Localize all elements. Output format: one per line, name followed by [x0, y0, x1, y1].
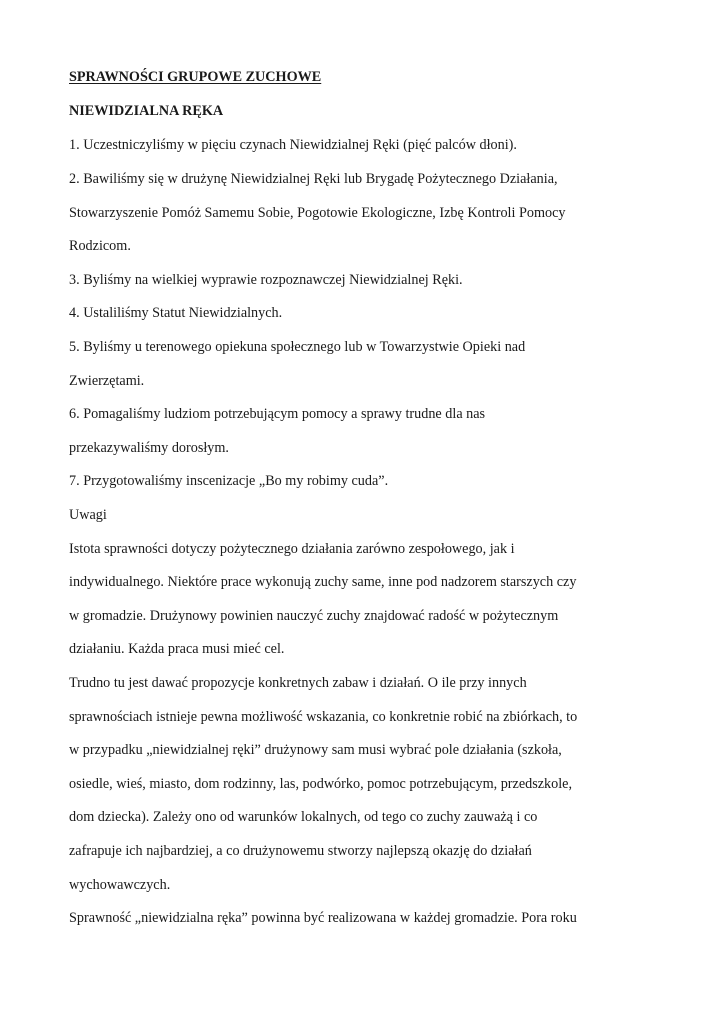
text-line: 7. Przygotowaliśmy inscenizacje „Bo my robimy cuda”. — [69, 473, 389, 489]
text-line: Stowarzyszenie Pomóż Samemu Sobie, Pogotowie Ekologiczne, Izbę Kontroli Pomocy — [69, 205, 566, 221]
section-heading: NIEWIDZIALNA RĘKA — [69, 103, 224, 119]
text-line: 4. Ustaliliśmy Statut Niewidzialnych. — [69, 305, 283, 321]
text-line: indywidualnego. Niektóre prace wykonują zuchy same, inne pod nadzorem starszych czy — [69, 574, 577, 590]
text-line: 3. Byliśmy na wielkiej wyprawie rozpoznawczej Niewidzialnej Ręki. — [69, 272, 463, 288]
text-line: 6. Pomagaliśmy ludziom potrzebującym pomocy a sprawy trudne dla nas — [69, 406, 486, 422]
text-line: Zwierzętami. — [69, 373, 145, 389]
text-line: sprawnościach istnieje pewna możliwość wskazania, co konkretnie robić na zbiórkach, to — [69, 709, 578, 725]
text-line: osiedle, wieś, miasto, dom rodzinny, las, podwórko, pomoc potrzebującym, przedszkole, — [69, 776, 573, 792]
text-line: 5. Byliśmy u terenowego opiekuna społecznego lub w Towarzystwie Opieki nad — [69, 339, 526, 355]
text-line: 2. Bawiliśmy się w drużynę Niewidzialnej Ręki lub Brygadę Pożytecznego Działania, — [69, 171, 558, 187]
text-line: zafrapuje ich najbardziej, a co drużynowemu stworzy najlepszą okazję do działań — [69, 843, 532, 859]
text-line: Sprawność „niewidzialna ręka” powinna być realizowana w każdej gromadzie. Pora roku — [69, 910, 577, 926]
text-line: Trudno tu jest dawać propozycje konkretnych zabaw i działań. O ile przy innych — [69, 675, 527, 691]
document-title: SPRAWNOŚCI GRUPOWE ZUCHOWE — [69, 69, 322, 85]
text-line: 1. Uczestniczyliśmy w pięciu czynach Niewidzialnej Ręki (pięć palców dłoni). — [69, 137, 517, 153]
text-line: w przypadku „niewidzialnej ręki” drużynowy sam musi wybrać pole działania (szkoła, — [69, 742, 562, 758]
text-line: Uwagi — [69, 507, 107, 523]
text-line: Rodzicom. — [69, 238, 131, 254]
text-line: Istota sprawności dotyczy pożytecznego działania zarówno zespołowego, jak i — [69, 541, 515, 557]
text-line: przekazywaliśmy dorosłym. — [69, 440, 229, 456]
text-line: działaniu. Każda praca musi mieć cel. — [69, 641, 285, 657]
text-line: w gromadzie. Drużynowy powinien nauczyć zuchy znajdować radość w pożytecznym — [69, 608, 559, 624]
text-line: dom dziecka). Zależy ono od warunków lokalnych, od tego co zuchy zauważą i co — [69, 809, 538, 825]
text-line: wychowawczych. — [69, 877, 171, 893]
